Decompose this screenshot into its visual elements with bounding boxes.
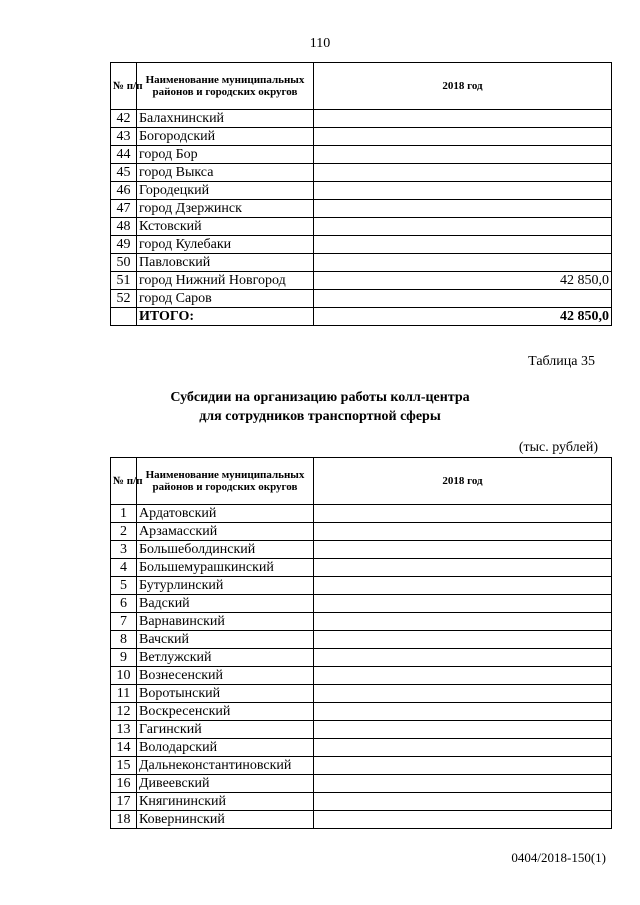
row-value	[314, 757, 612, 775]
row-number: 43	[111, 128, 137, 146]
row-name: Павловский	[137, 254, 314, 272]
row-number: 45	[111, 164, 137, 182]
row-name: Ветлужский	[137, 649, 314, 667]
table-row	[111, 182, 612, 200]
row-value	[314, 811, 612, 829]
row-name: город Кулебаки	[137, 236, 314, 254]
table-row	[111, 164, 612, 182]
row-value	[314, 218, 612, 236]
row-name: город Выкса	[137, 164, 314, 182]
table-row	[111, 110, 612, 128]
table-row	[111, 667, 612, 685]
row-number: 46	[111, 182, 137, 200]
row-value	[314, 577, 612, 595]
total-row	[111, 308, 612, 326]
row-name: Княгининский	[137, 793, 314, 811]
row-number: 3	[111, 541, 137, 559]
row-number: 13	[111, 721, 137, 739]
row-number: 14	[111, 739, 137, 757]
row-number: 18	[111, 811, 137, 829]
row-number: 6	[111, 595, 137, 613]
row-number: 49	[111, 236, 137, 254]
table-row	[111, 721, 612, 739]
table-row	[111, 613, 612, 631]
row-value	[314, 164, 612, 182]
row-value	[314, 739, 612, 757]
row-number: 47	[111, 200, 137, 218]
row-value	[314, 793, 612, 811]
row-name: город Саров	[137, 290, 314, 308]
row-name: Вознесенский	[137, 667, 314, 685]
row-value	[314, 110, 612, 128]
row-value	[314, 200, 612, 218]
table-row	[111, 775, 612, 793]
row-value	[314, 703, 612, 721]
row-number: 44	[111, 146, 137, 164]
table-row	[111, 523, 612, 541]
row-name: Дивеевский	[137, 775, 314, 793]
table-row	[111, 685, 612, 703]
table-header-row	[111, 63, 612, 110]
row-number: 8	[111, 631, 137, 649]
row-name: Арзамасский	[137, 523, 314, 541]
row-number: 50	[111, 254, 137, 272]
row-name: Большеболдинский	[137, 541, 314, 559]
header-num: № п/п	[111, 63, 137, 110]
row-number: 51	[111, 272, 137, 290]
row-name: Большемурашкинский	[137, 559, 314, 577]
row-name: Варнавинский	[137, 613, 314, 631]
table-caption: Таблица 35	[528, 354, 595, 369]
table-row	[111, 128, 612, 146]
row-value	[314, 649, 612, 667]
header-num: № п/п	[111, 458, 137, 505]
row-number: 42	[111, 110, 137, 128]
row-value	[314, 236, 612, 254]
row-name: город Дзержинск	[137, 200, 314, 218]
row-value	[314, 721, 612, 739]
row-name: Вачский	[137, 631, 314, 649]
table-header-row	[111, 458, 612, 505]
row-name: Ардатовский	[137, 505, 314, 523]
row-name: город Нижний Новгород	[137, 272, 314, 290]
row-value	[314, 541, 612, 559]
row-number: 10	[111, 667, 137, 685]
total-label: ИТОГО:	[137, 308, 314, 326]
table-subsidies	[110, 457, 612, 829]
header-year: 2018 год	[314, 458, 612, 505]
row-number: 16	[111, 775, 137, 793]
row-value	[314, 254, 612, 272]
table-row	[111, 631, 612, 649]
row-value	[314, 775, 612, 793]
row-value	[314, 505, 612, 523]
row-number: 5	[111, 577, 137, 595]
table-row	[111, 236, 612, 254]
row-name: Ковернинский	[137, 811, 314, 829]
table-continuation	[110, 62, 612, 326]
row-value	[314, 523, 612, 541]
table-row	[111, 505, 612, 523]
table-body	[111, 110, 612, 326]
document-code: 0404/2018-150(1)	[511, 850, 606, 865]
row-number: 2	[111, 523, 137, 541]
row-value	[314, 595, 612, 613]
table-row	[111, 254, 612, 272]
row-number: 9	[111, 649, 137, 667]
total-num	[111, 308, 137, 326]
row-number: 12	[111, 703, 137, 721]
table-row	[111, 811, 612, 829]
row-number: 15	[111, 757, 137, 775]
row-number: 4	[111, 559, 137, 577]
table-row	[111, 146, 612, 164]
row-value	[314, 667, 612, 685]
row-name: Володарский	[137, 739, 314, 757]
row-number: 48	[111, 218, 137, 236]
table-title-line-2: для сотрудников транспортной сферы	[199, 409, 441, 424]
table-row	[111, 218, 612, 236]
table-row	[111, 559, 612, 577]
row-value	[314, 146, 612, 164]
row-value	[314, 182, 612, 200]
page-number: 110	[309, 36, 331, 51]
row-number: 17	[111, 793, 137, 811]
row-value	[314, 631, 612, 649]
row-name: Воскресенский	[137, 703, 314, 721]
row-name: Воротынский	[137, 685, 314, 703]
row-name: Вадский	[137, 595, 314, 613]
row-value	[314, 685, 612, 703]
units-label: (тыс. рублей)	[518, 440, 598, 455]
table-row	[111, 793, 612, 811]
header-name: Наименование муниципальных районов и городских округов	[137, 63, 314, 110]
table-row	[111, 595, 612, 613]
row-name: город Бор	[137, 146, 314, 164]
row-value	[314, 559, 612, 577]
header-name: Наименование муниципальных районов и городских округов	[137, 458, 314, 505]
row-number: 7	[111, 613, 137, 631]
row-name: Богородский	[137, 128, 314, 146]
row-name: Гагинский	[137, 721, 314, 739]
total-value: 42 850,0	[314, 308, 612, 326]
row-name: Кстовский	[137, 218, 314, 236]
table-row	[111, 577, 612, 595]
row-value	[314, 290, 612, 308]
row-number: 52	[111, 290, 137, 308]
row-name: Дальнеконстантиновский	[137, 757, 314, 775]
table-row	[111, 739, 612, 757]
table-row	[111, 290, 612, 308]
row-number: 11	[111, 685, 137, 703]
row-value: 42 850,0	[314, 272, 612, 290]
table-title-line-1: Субсидии на организацию работы колл-центра	[170, 390, 470, 405]
row-number: 1	[111, 505, 137, 523]
table-row	[111, 649, 612, 667]
table-row	[111, 703, 612, 721]
row-name: Балахнинский	[137, 110, 314, 128]
row-name: Бутурлинский	[137, 577, 314, 595]
table-body	[111, 505, 612, 829]
row-name: Городецкий	[137, 182, 314, 200]
row-value	[314, 128, 612, 146]
header-year: 2018 год	[314, 63, 612, 110]
table-row	[111, 541, 612, 559]
table-row	[111, 757, 612, 775]
table-row	[111, 272, 612, 290]
table-row	[111, 200, 612, 218]
row-value	[314, 613, 612, 631]
